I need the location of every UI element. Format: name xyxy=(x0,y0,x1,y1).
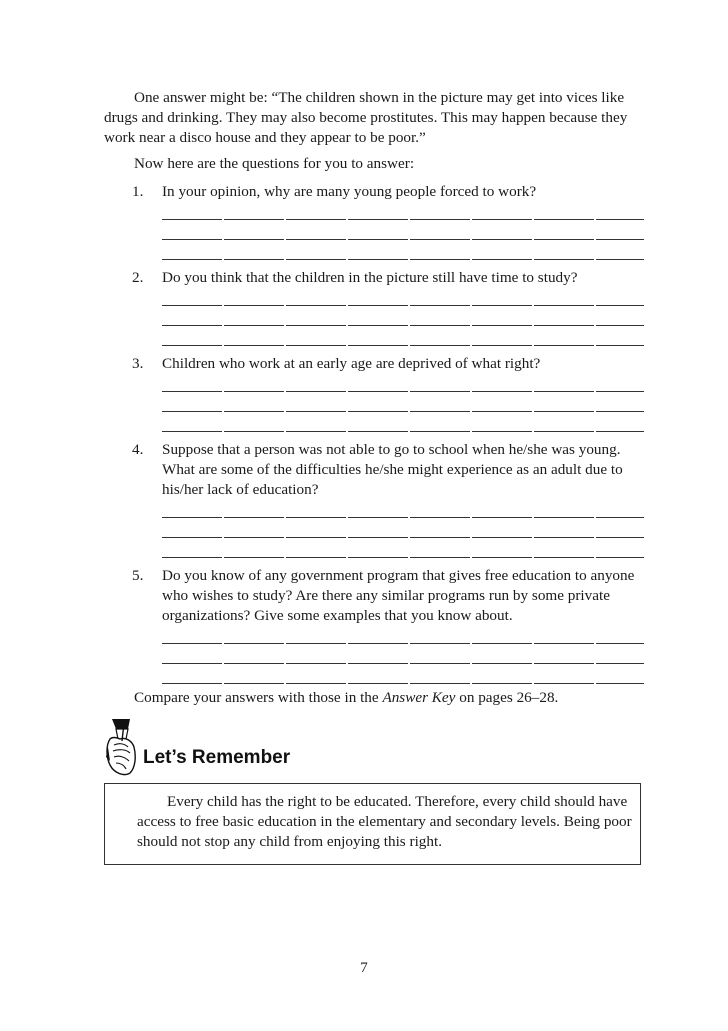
compare-instruction xyxy=(134,688,644,708)
answer-lines[interactable] xyxy=(162,200,644,260)
question-text: Do you think that the children in the picture still have time to study? xyxy=(162,269,578,286)
question-item xyxy=(132,268,644,346)
answer-line[interactable] xyxy=(162,644,644,664)
question-number: 3. xyxy=(132,355,144,372)
answer-line[interactable] xyxy=(162,200,644,220)
question-text: Do you know of any government program that gives free education to anyone who wishes to study? Are there any similar programs run by some private organizations? Give some examples that you know about. xyxy=(162,567,635,624)
question-number: 2. xyxy=(132,269,144,286)
answer-line[interactable] xyxy=(162,624,644,644)
answer-lines[interactable] xyxy=(162,624,644,684)
answer-line[interactable] xyxy=(162,412,644,432)
question-number: 5. xyxy=(132,567,144,584)
answer-lines[interactable] xyxy=(162,372,644,432)
questions-lead: Now here are the questions for you to answer: xyxy=(134,155,415,172)
compare-text-after: on pages 26–28. xyxy=(455,689,559,706)
answer-line[interactable] xyxy=(162,372,644,392)
question-text: Children who work at an early age are deprived of what right? xyxy=(162,355,541,372)
answer-line[interactable] xyxy=(162,664,644,684)
question-item xyxy=(132,354,644,432)
answer-line[interactable] xyxy=(162,286,644,306)
answer-line[interactable] xyxy=(162,518,644,538)
lets-remember-box xyxy=(104,783,641,865)
answer-line[interactable] xyxy=(162,392,644,412)
lets-remember-body: Every child has the right to be educated. Therefore, every child should have access to free basic education in the elementary and secondary levels. Being poor should not stop any child from enjoying this right. xyxy=(137,793,632,850)
sample-answer-paragraph: One answer might be: “The children shown in the picture may get into vices like drugs and drinking. They may also become prostitutes. This may happen because they work near a disco house and they appear to be poor.” xyxy=(104,89,628,146)
answer-lines[interactable] xyxy=(162,286,644,346)
question-item xyxy=(132,566,644,684)
answer-line[interactable] xyxy=(162,220,644,240)
writing-hand-icon xyxy=(104,717,138,779)
question-number: 1. xyxy=(132,183,144,200)
question-item xyxy=(132,440,644,558)
question-text: Suppose that a person was not able to go to school when he/she was young. What are some of the difficulties he/she might experience as an adult due to his/her lack of education? xyxy=(162,441,623,498)
answer-line[interactable] xyxy=(162,326,644,346)
page-number: 7 xyxy=(360,960,368,976)
question-text: In your opinion, why are many young people forced to work? xyxy=(162,183,537,200)
lets-remember-header xyxy=(104,717,404,781)
answer-line[interactable] xyxy=(162,498,644,518)
question-number: 4. xyxy=(132,441,144,458)
compare-text-before: Compare your answers with those in the xyxy=(134,689,383,706)
answer-key-reference: Answer Key xyxy=(382,689,456,706)
answer-lines[interactable] xyxy=(162,498,644,558)
answer-line[interactable] xyxy=(162,306,644,326)
answer-line[interactable] xyxy=(162,240,644,260)
lets-remember-title: Let’s Remember xyxy=(143,747,291,768)
question-item xyxy=(132,182,644,260)
answer-line[interactable] xyxy=(162,538,644,558)
